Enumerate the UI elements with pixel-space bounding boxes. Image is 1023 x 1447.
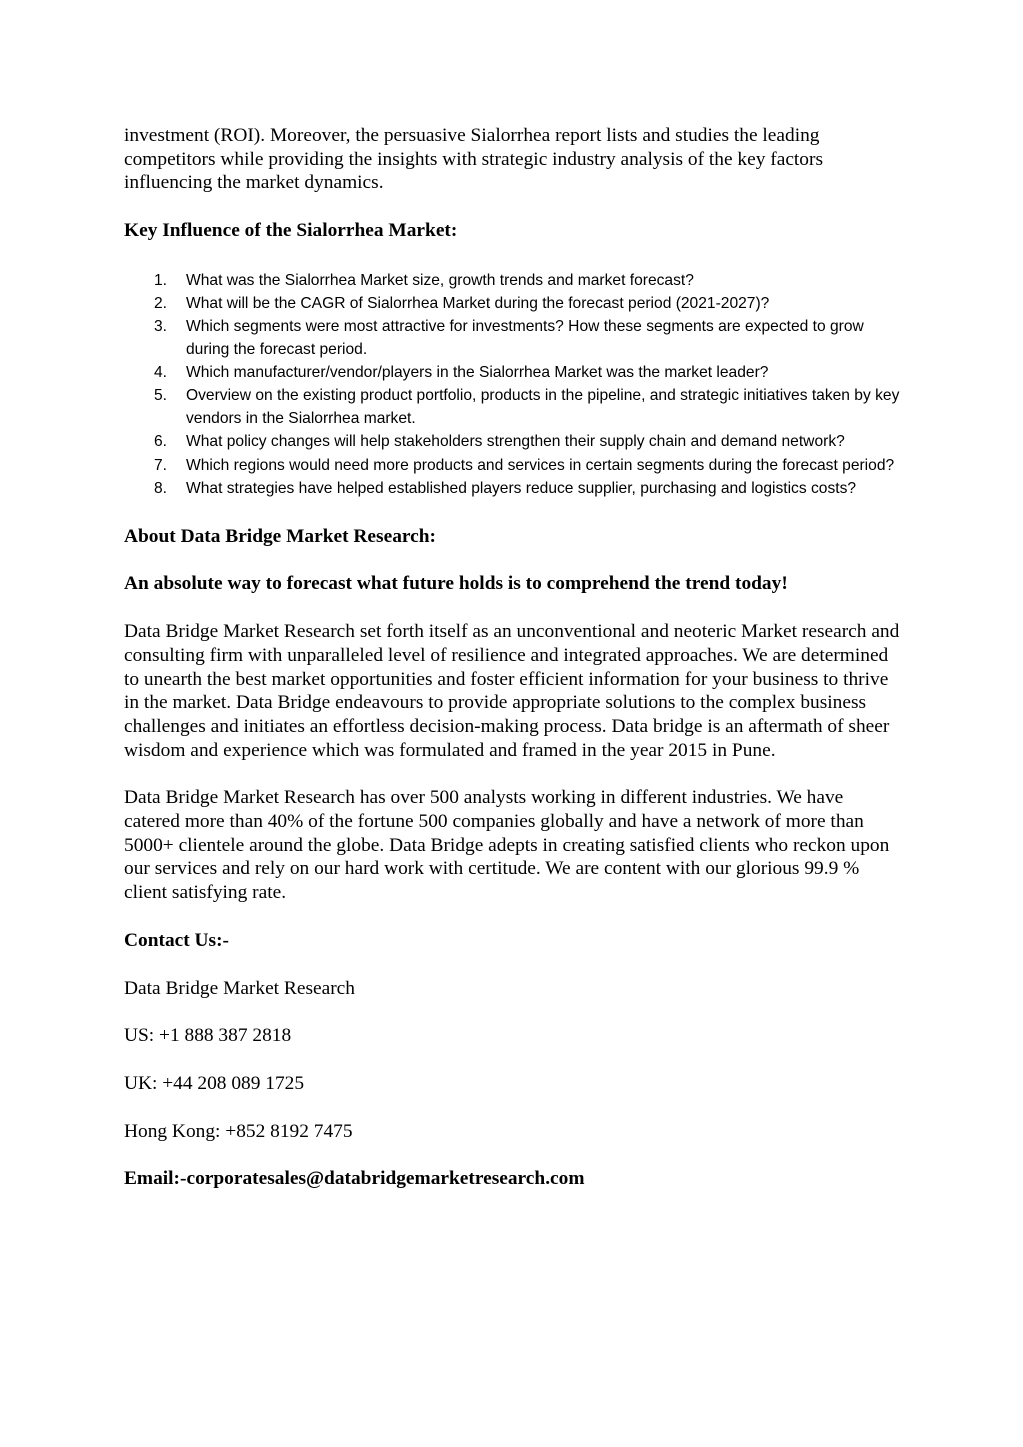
list-item-number: 3. (154, 318, 168, 335)
list-item-number: 7. (154, 456, 168, 474)
contact-company: Data Bridge Market Research (124, 977, 355, 999)
list-item-text: What policy changes will help stakeholders strengthen their supply chain and demand network? (186, 433, 845, 451)
about-paragraph-2: Data Bridge Market Research has over 500 analysts working in different industries. We have catered more than 40% of the fortune 500 companies globally and have a network of more than 5000+ clientele around the globe. Data Bridge adepts in creating satisfied clients who reckon upon our services and rely on our hard work with certitude. We are content with our glorious 99.9 % client satisfying rate. (124, 787, 890, 904)
list-item-text: Which segments were most attractive for investments? How these segments are expected to grow during the forecast period. (186, 318, 864, 359)
list-item (124, 384, 904, 430)
list-item-text: Overview on the existing product portfolio, products in the pipeline, and strategic initiatives taken by key vendors in the Sialorrhea market. (186, 387, 900, 428)
list-item (124, 477, 904, 500)
intro-paragraph: investment (ROI). Moreover, the persuasive Sialorrhea report lists and studies the leading competitors while providing the insights with strategic industry analysis of the key factors influencing the market dynamics. (124, 125, 824, 194)
list-item-number: 4. (154, 364, 168, 382)
contact-heading: Contact Us:- (124, 929, 230, 951)
list-item-number: 8. (154, 479, 168, 497)
list-item-text: Which regions would need more products and services in certain segments during the forecast period? (186, 456, 895, 474)
list-item (124, 454, 904, 477)
list-item-text: What strategies have helped established players reduce supplier, purchasing and logistics costs? (186, 479, 857, 497)
list-item-text: What will be the CAGR of Sialorrhea Market during the forecast period (2021-2027)? (186, 294, 770, 312)
list-item (124, 361, 904, 384)
list-item-text: What was the Sialorrhea Market size, growth trends and market forecast? (186, 271, 694, 289)
contact-phone-us: US: +1 888 387 2818 (124, 1025, 292, 1047)
list-item-number: 5. (154, 387, 168, 405)
key-questions-list (124, 269, 904, 500)
key-influence-heading: Key Influence of the Sialorrhea Market: (124, 220, 458, 242)
contact-phone-hong-kong: Hong Kong: +852 8192 7475 (124, 1120, 353, 1142)
list-item-number: 6. (154, 433, 168, 451)
list-item-text: Which manufacturer/vendor/players in the Sialorrhea Market was the market leader? (186, 364, 769, 382)
list-item (124, 315, 904, 361)
document-page (124, 124, 904, 1191)
about-heading: About Data Bridge Market Research: (124, 525, 436, 547)
list-item-number: 1. (154, 271, 168, 289)
list-item (124, 269, 904, 292)
list-item (124, 292, 904, 315)
contact-phone-uk: UK: +44 208 089 1725 (124, 1073, 305, 1094)
contact-email: Email:-corporatesales@databridgemarketresearch.com (124, 1168, 585, 1190)
list-item (124, 430, 904, 453)
about-paragraph-1: Data Bridge Market Research set forth itself as an unconventional and neoteric Market research and consulting firm with unparalleled level of resilience and integrated approaches. We are determined to unearth the best market opportunities and foster efficient information for your business to thrive in the market. Data Bridge endeavours to provide appropriate solutions to the complex business challenges and initiates an effortless decision-making process. Data bridge is an aftermath of sheer wisdom and experience which was formulated and framed in the year 2015 in Pune. (124, 621, 900, 761)
list-item-number: 2. (154, 294, 168, 312)
tagline-heading: An absolute way to forecast what future holds is to comprehend the trend today! (124, 573, 788, 595)
